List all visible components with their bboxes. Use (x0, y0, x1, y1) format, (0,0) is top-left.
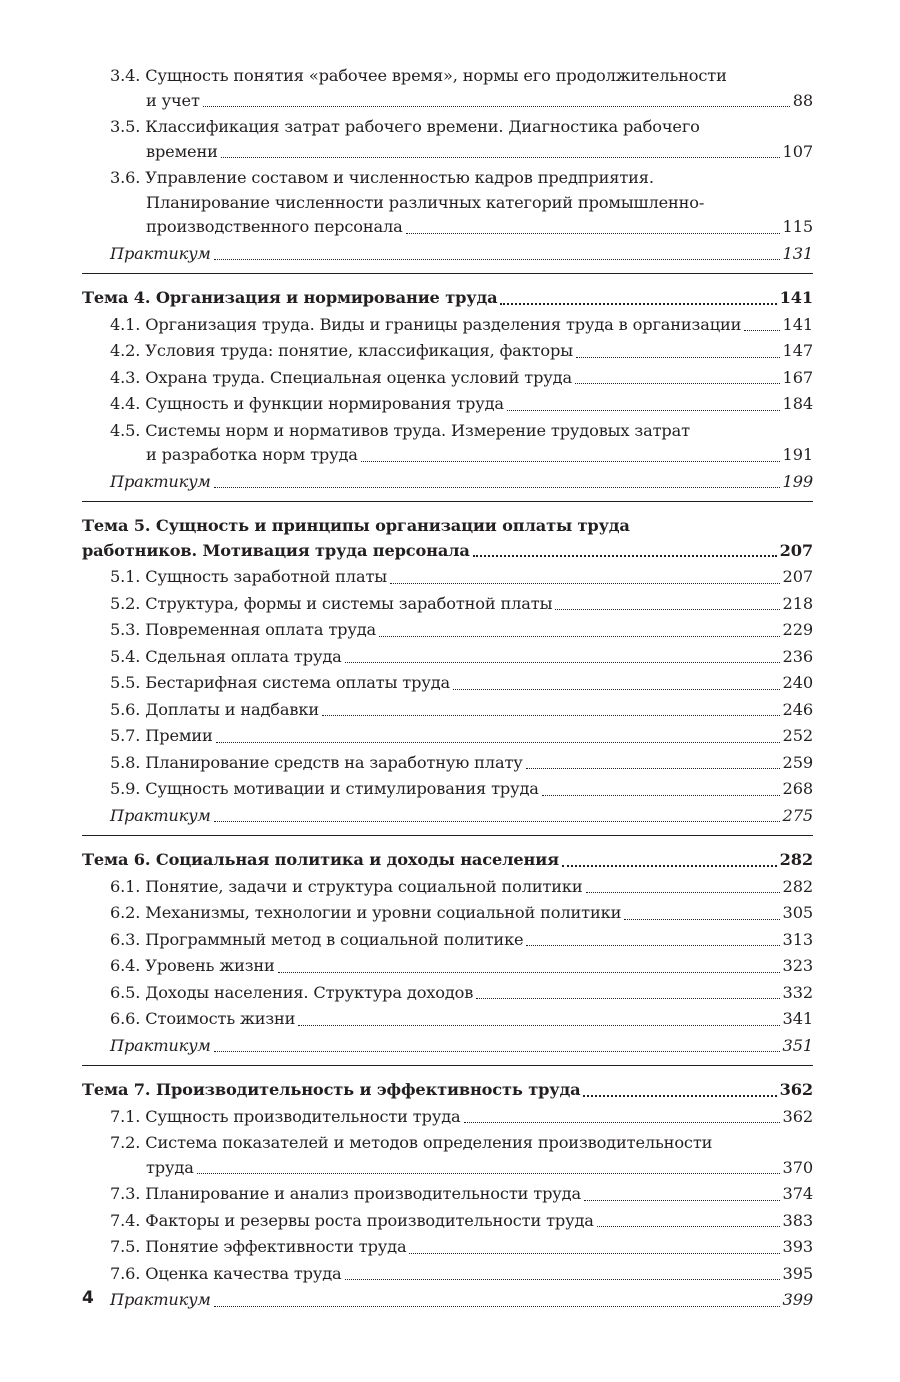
toc-label-line: Тема 7. Производительность и эффективность труда (82, 1080, 581, 1099)
toc-subsection[interactable] (82, 777, 813, 802)
table-of-contents (82, 64, 813, 1313)
dot-leader (562, 865, 777, 867)
dot-leader (507, 410, 780, 411)
dot-leader (526, 768, 780, 769)
toc-label-line: Практикум (110, 471, 211, 491)
toc-page-number: 305 (782, 903, 813, 922)
toc-label-line: Планирование численности различных категорий промышленно- (146, 192, 705, 212)
toc-subsection[interactable] (82, 339, 813, 364)
toc-label-line: Практикум (110, 1290, 211, 1309)
toc-page-number: 184 (782, 394, 813, 413)
toc-subsection[interactable] (82, 1182, 813, 1207)
toc-subsection[interactable] (82, 618, 813, 643)
dot-leader (345, 662, 780, 663)
dot-leader (624, 919, 779, 920)
toc-page-number: 141 (782, 314, 813, 334)
toc-page-number: 351 (782, 1035, 813, 1055)
toc-label-line: 5.9. Сущность мотивации и стимулирования труда (110, 779, 539, 798)
toc-subsection[interactable] (82, 954, 813, 979)
toc-page-number: 252 (782, 726, 813, 745)
dot-leader (409, 1253, 779, 1254)
section-divider (82, 835, 813, 836)
toc-page-number: 395 (782, 1263, 813, 1283)
toc-page-number: 374 (782, 1184, 813, 1203)
toc-label-line: и разработка норм труда (146, 445, 358, 464)
toc-page-number: 259 (782, 752, 813, 772)
toc-page-number: 393 (782, 1237, 813, 1256)
toc-subsection[interactable] (82, 928, 813, 953)
toc-label-line: 4.4. Сущность и функции нормирования труда (110, 394, 504, 413)
toc-subsection[interactable] (82, 115, 813, 164)
dot-leader (379, 636, 780, 637)
toc-label-line: 4.1. Организация труда. Виды и границы разделения труда в организации (110, 314, 742, 334)
toc-subsection[interactable] (82, 1105, 813, 1130)
toc-page-number: 229 (782, 620, 813, 639)
toc-subsection[interactable] (82, 166, 813, 240)
dot-leader (214, 259, 780, 260)
toc-label-line: 5.4. Сдельная оплата труда (110, 646, 342, 666)
dot-leader (406, 233, 780, 234)
toc-label-line: 5.7. Премии (110, 726, 213, 745)
toc-label-line: 7.6. Оценка качества труда (110, 1263, 342, 1283)
toc-subsection[interactable] (82, 366, 813, 391)
toc-page-number: 107 (782, 141, 813, 161)
toc-label-line: 4.3. Охрана труда. Специальная оценка условий труда (110, 367, 572, 387)
dot-leader (586, 892, 780, 893)
dot-leader (390, 583, 780, 584)
dot-leader (476, 998, 779, 999)
toc-label-line: 3.4. Сущность понятия «рабочее время», нормы его продолжительности (110, 66, 727, 85)
dot-leader (576, 357, 780, 358)
dot-leader (526, 945, 779, 946)
toc-label-line: Тема 4. Организация и нормирование труда (82, 288, 498, 307)
toc-label-line: 3.6. Управление составом и численностью кадров предприятия. (110, 168, 654, 187)
toc-subsection[interactable] (82, 419, 813, 468)
dot-leader (473, 555, 777, 557)
toc-page-number: 282 (782, 876, 813, 896)
toc-subsection[interactable] (82, 698, 813, 723)
toc-page-number: 236 (782, 646, 813, 666)
toc-page-number: 282 (779, 850, 813, 869)
toc-page-number: 88 (792, 90, 813, 110)
toc-page-number: 323 (782, 956, 813, 975)
toc-label-line: 4.2. Условия труда: понятие, классификация, факторы (110, 341, 573, 360)
toc-page-number: 341 (782, 1009, 813, 1028)
toc-label-line: Тема 5. Сущность и принципы организации оплаты труда (82, 516, 630, 535)
toc-label-line: 7.2. Система показателей и методов определения производительности (110, 1133, 713, 1152)
toc-subsection[interactable] (82, 313, 813, 338)
toc-subsection[interactable] (82, 875, 813, 900)
dot-leader (216, 742, 780, 743)
toc-page-number: 370 (782, 1157, 813, 1177)
toc-page-number: 383 (782, 1210, 813, 1230)
dot-leader (278, 972, 780, 973)
dot-leader (345, 1279, 780, 1280)
dot-leader (214, 487, 780, 488)
dot-leader (214, 821, 780, 822)
section-divider (82, 501, 813, 502)
dot-leader (203, 106, 790, 107)
dot-leader (575, 383, 780, 384)
dot-leader (197, 1173, 780, 1174)
toc-subsection[interactable] (82, 1131, 813, 1180)
toc-label-line: 6.6. Стоимость жизни (110, 1009, 296, 1028)
toc-practicum[interactable] (82, 470, 813, 495)
toc-page-number: 313 (782, 929, 813, 949)
toc-page-number: 141 (779, 288, 813, 307)
toc-label-line: работников. Мотивация труда персонала (82, 540, 470, 560)
dot-leader (322, 715, 780, 716)
toc-label-line: времени (146, 141, 218, 161)
toc-subsection[interactable] (82, 901, 813, 926)
toc-practicum[interactable] (82, 1034, 813, 1059)
toc-label-line: 4.5. Системы норм и нормативов труда. Измерение трудовых затрат (110, 420, 690, 440)
toc-subsection[interactable] (82, 1209, 813, 1234)
toc-subsection[interactable] (82, 724, 813, 749)
toc-practicum[interactable] (82, 804, 813, 829)
toc-label-line: производственного персонала (146, 217, 403, 236)
dot-leader (214, 1051, 780, 1052)
toc-topic[interactable] (82, 286, 813, 311)
toc-page-number: 131 (782, 243, 813, 263)
dot-leader (500, 303, 776, 305)
toc-subsection[interactable] (82, 392, 813, 417)
toc-page-number: 246 (782, 699, 813, 719)
dot-leader (744, 330, 779, 331)
toc-page-number: 268 (782, 779, 813, 798)
toc-practicum[interactable] (82, 242, 813, 267)
toc-page-number: 207 (782, 567, 813, 586)
toc-page-number: 218 (782, 593, 813, 613)
toc-subsection[interactable] (82, 751, 813, 776)
toc-label-line: 5.2. Структура, формы и системы заработной платы (110, 593, 553, 613)
dot-leader (597, 1226, 780, 1227)
toc-label-line: Практикум (110, 1035, 211, 1055)
toc-label-line: 7.5. Понятие эффективности труда (110, 1237, 407, 1256)
toc-topic[interactable] (82, 848, 813, 873)
dot-leader (221, 157, 780, 158)
dot-leader (453, 689, 780, 690)
toc-practicum[interactable] (82, 1288, 813, 1313)
toc-label-line: 5.1. Сущность заработной платы (110, 567, 387, 586)
toc-label-line: Практикум (110, 243, 211, 263)
toc-page-number: 147 (782, 341, 813, 360)
toc-page-number: 362 (779, 1080, 813, 1099)
dot-leader (214, 1306, 780, 1307)
toc-label-line: 6.3. Программный метод в социальной политике (110, 929, 524, 949)
toc-label-line: 7.1. Сущность производительности труда (110, 1106, 461, 1126)
section-divider (82, 1065, 813, 1066)
toc-subsection[interactable] (82, 645, 813, 670)
toc-page-number: 332 (782, 982, 813, 1002)
dot-leader (583, 1095, 776, 1097)
toc-page-number: 167 (782, 367, 813, 387)
toc-label-line: 5.6. Доплаты и надбавки (110, 699, 319, 719)
toc-page-number: 399 (782, 1290, 813, 1309)
dot-leader (584, 1200, 780, 1201)
toc-page-number: 362 (782, 1106, 813, 1126)
page-number: 4 (82, 1288, 94, 1308)
toc-subsection[interactable] (82, 592, 813, 617)
toc-topic[interactable] (82, 1078, 813, 1103)
toc-label-line: 6.5. Доходы населения. Структура доходов (110, 982, 474, 1002)
toc-label-line: труда (146, 1157, 194, 1177)
toc-subsection[interactable] (82, 1007, 813, 1032)
toc-label-line: 5.3. Повременная оплата труда (110, 620, 377, 639)
toc-subsection[interactable] (82, 1262, 813, 1287)
toc-subsection[interactable] (82, 671, 813, 696)
toc-label-line: 3.5. Классификация затрат рабочего времени. Диагностика рабочего (110, 117, 700, 136)
toc-page-number: 275 (782, 805, 813, 825)
toc-topic[interactable] (82, 514, 813, 563)
dot-leader (361, 461, 780, 462)
toc-subsection[interactable] (82, 64, 813, 113)
toc-page-number: 207 (779, 540, 813, 560)
section-divider (82, 273, 813, 274)
toc-page-number: 115 (782, 217, 813, 236)
toc-page-number: 240 (782, 673, 813, 692)
dot-leader (542, 795, 780, 796)
toc-label-line: 5.8. Планирование средств на заработную плату (110, 752, 523, 772)
dot-leader (298, 1025, 779, 1026)
toc-label-line: 6.4. Уровень жизни (110, 956, 275, 975)
toc-label-line: 7.3. Планирование и анализ производительности труда (110, 1184, 581, 1203)
toc-subsection[interactable] (82, 981, 813, 1006)
toc-label-line: 6.2. Механизмы, технологии и уровни социальной политики (110, 903, 622, 922)
toc-label-line: 5.5. Бестарифная система оплаты труда (110, 673, 451, 692)
toc-label-line: Практикум (110, 805, 211, 825)
toc-label-line: 6.1. Понятие, задачи и структура социальной политики (110, 876, 583, 896)
toc-page-number: 191 (782, 445, 813, 464)
toc-subsection[interactable] (82, 1235, 813, 1260)
toc-subsection[interactable] (82, 565, 813, 590)
toc-label-line: Тема 6. Социальная политика и доходы населения (82, 850, 559, 869)
toc-label-line: 7.4. Факторы и резервы роста производительности труда (110, 1210, 594, 1230)
dot-leader (555, 609, 779, 610)
toc-page-number: 199 (782, 471, 813, 491)
toc-label-line: и учет (146, 90, 200, 110)
dot-leader (464, 1122, 780, 1123)
